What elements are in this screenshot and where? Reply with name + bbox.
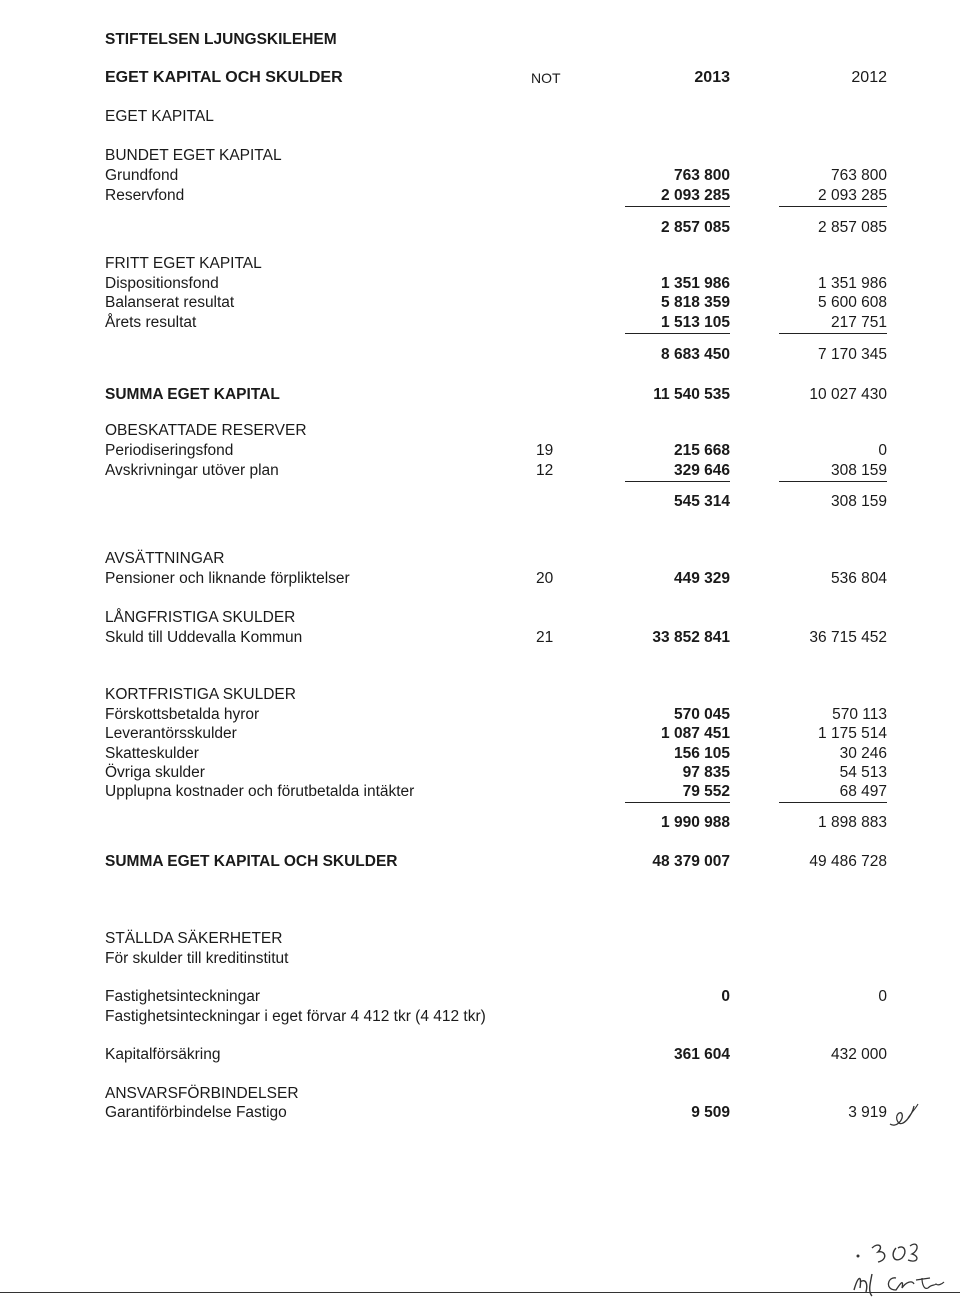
value-2013: 449 329 — [673, 570, 730, 587]
table-row — [0, 1045, 960, 1065]
handwritten-initial-mark — [884, 1098, 924, 1134]
row-label: Årets resultat — [105, 314, 197, 331]
column-header-row — [0, 68, 960, 88]
year-2012-header: 2012 — [851, 69, 887, 86]
report-title: EGET KAPITAL OCH SKULDER — [105, 69, 343, 86]
value-2013: 1 513 105 — [625, 313, 730, 334]
row-label: Skatteskulder — [105, 745, 199, 762]
table-row — [0, 705, 960, 725]
untaxed-reserves-heading: OBESKATTADE RESERVER — [105, 422, 307, 439]
subtotal-2012: 7 170 345 — [818, 346, 887, 363]
value-2012: 36 715 452 — [809, 629, 887, 646]
value-2013: 329 646 — [625, 461, 730, 482]
table-row — [0, 763, 960, 783]
contingent-liabilities-heading: ANSVARSFÖRBINDELSER — [105, 1085, 299, 1102]
subtotal-row — [0, 345, 960, 365]
row-label: Garantiförbindelse Fastigo — [105, 1104, 287, 1121]
long-term-liabilities-heading: LÅNGFRISTIGA SKULDER — [105, 609, 296, 626]
subtotal-2012: 2 857 085 — [818, 219, 887, 236]
provisions-heading: AVSÄTTNINGAR — [105, 550, 225, 567]
value-2012: 536 804 — [830, 570, 887, 587]
value-2012: 0 — [878, 988, 887, 1005]
row-label: Grundfond — [105, 167, 179, 184]
note-number: 20 — [536, 570, 554, 587]
note-number: 12 — [536, 462, 554, 479]
value-2013: 79 552 — [625, 782, 730, 803]
table-row — [0, 1103, 960, 1123]
subtotal-2013: 1 990 988 — [661, 814, 730, 831]
table-row — [0, 293, 960, 313]
subtotal-2013: 2 857 085 — [661, 219, 730, 236]
value-2012: 1 175 514 — [818, 725, 887, 742]
value-2012: 432 000 — [830, 1046, 887, 1063]
handwritten-signature — [838, 1238, 956, 1300]
page-bottom-rule — [0, 1292, 960, 1293]
total-equity-row — [0, 385, 960, 405]
value-2013: 361 604 — [673, 1046, 730, 1063]
table-row — [0, 274, 960, 294]
value-2012: 54 513 — [839, 764, 887, 781]
row-label: Fastighetsinteckningar i eget förvar 4 412 tkr (4 412 tkr) — [105, 1008, 486, 1025]
restricted-equity-heading: BUNDET EGET KAPITAL — [105, 147, 282, 164]
row-label: Övriga skulder — [105, 764, 205, 781]
value-2013: 1 351 986 — [661, 275, 730, 292]
note-number: 21 — [536, 629, 554, 646]
row-label: Periodiseringsfond — [105, 442, 234, 459]
value-2012: 217 751 — [779, 313, 887, 334]
value-2012: 1 351 986 — [818, 275, 887, 292]
value-2013: 0 — [721, 988, 730, 1005]
table-row — [0, 724, 960, 744]
subtotal-2012: 1 898 883 — [818, 814, 887, 831]
value-2012: 5 600 608 — [818, 294, 887, 311]
table-row — [0, 441, 960, 461]
year-2013-header: 2013 — [694, 69, 730, 86]
note-number: 19 — [536, 442, 554, 459]
value-2013: 97 835 — [682, 764, 730, 781]
row-label: Reservfond — [105, 187, 185, 204]
row-label: SUMMA EGET KAPITAL OCH SKULDER — [105, 853, 398, 870]
pledged-assets-subheading: För skulder till kreditinstitut — [105, 950, 289, 967]
value-2013: 763 800 — [673, 167, 730, 184]
grand-total-row — [0, 852, 960, 872]
row-label: Kapitalförsäkring — [105, 1046, 221, 1063]
table-row — [0, 782, 960, 802]
table-row — [0, 313, 960, 333]
row-label: Avskrivningar utöver plan — [105, 462, 279, 479]
table-row — [0, 1007, 960, 1027]
subtotal-2013: 545 314 — [673, 493, 730, 510]
subtotal-2013: 8 683 450 — [661, 346, 730, 363]
value-2012: 68 497 — [779, 782, 887, 803]
value-2012: 2 093 285 — [779, 186, 887, 207]
value-2012: 0 — [878, 442, 887, 459]
equity-heading: EGET KAPITAL — [105, 108, 214, 125]
value-2012: 10 027 430 — [809, 386, 887, 403]
value-2013: 156 105 — [673, 745, 730, 762]
value-2013: 33 852 841 — [652, 629, 730, 646]
table-row — [0, 166, 960, 186]
value-2012: 308 159 — [779, 461, 887, 482]
subtotal-row — [0, 218, 960, 238]
table-row — [0, 186, 960, 206]
unrestricted-equity-heading: FRITT EGET KAPITAL — [105, 255, 262, 272]
subtotal-2012: 308 159 — [830, 493, 887, 510]
table-row — [0, 987, 960, 1007]
value-2012: 30 246 — [839, 745, 887, 762]
row-label: Leverantörsskulder — [105, 725, 237, 742]
row-label: Pensioner och liknande förpliktelser — [105, 570, 350, 587]
value-2012: 570 113 — [832, 706, 887, 723]
row-label: Dispositionsfond — [105, 275, 219, 292]
value-2013: 2 093 285 — [625, 186, 730, 207]
value-2013: 9 509 — [691, 1104, 730, 1121]
value-2013: 48 379 007 — [652, 853, 730, 870]
value-2013: 215 668 — [673, 442, 730, 459]
table-row — [0, 569, 960, 589]
table-row — [0, 461, 960, 481]
subtotal-row — [0, 492, 960, 512]
value-2013: 1 087 451 — [661, 725, 730, 742]
table-row — [0, 744, 960, 764]
note-column-header: NOT — [531, 70, 561, 86]
value-2013: 5 818 359 — [661, 294, 730, 311]
row-label: Fastighetsinteckningar — [105, 988, 261, 1005]
subtotal-row — [0, 813, 960, 833]
value-2012: 3 919 — [848, 1104, 887, 1121]
value-2012: 763 800 — [830, 167, 887, 184]
row-label: Upplupna kostnader och förutbetalda intäkter — [105, 783, 415, 800]
organization-name: STIFTELSEN LJUNGSKILEHEM — [105, 31, 337, 48]
short-term-liabilities-heading: KORTFRISTIGA SKULDER — [105, 686, 296, 703]
value-2012: 49 486 728 — [809, 853, 887, 870]
row-label: Skuld till Uddevalla Kommun — [105, 629, 303, 646]
row-label: Balanserat resultat — [105, 294, 235, 311]
value-2013: 11 540 535 — [653, 386, 730, 403]
value-2013: 570 045 — [673, 706, 730, 723]
pledged-assets-heading: STÄLLDA SÄKERHETER — [105, 930, 283, 947]
row-label: Förskottsbetalda hyror — [105, 706, 260, 723]
row-label: SUMMA EGET KAPITAL — [105, 386, 280, 403]
table-row — [0, 628, 960, 648]
